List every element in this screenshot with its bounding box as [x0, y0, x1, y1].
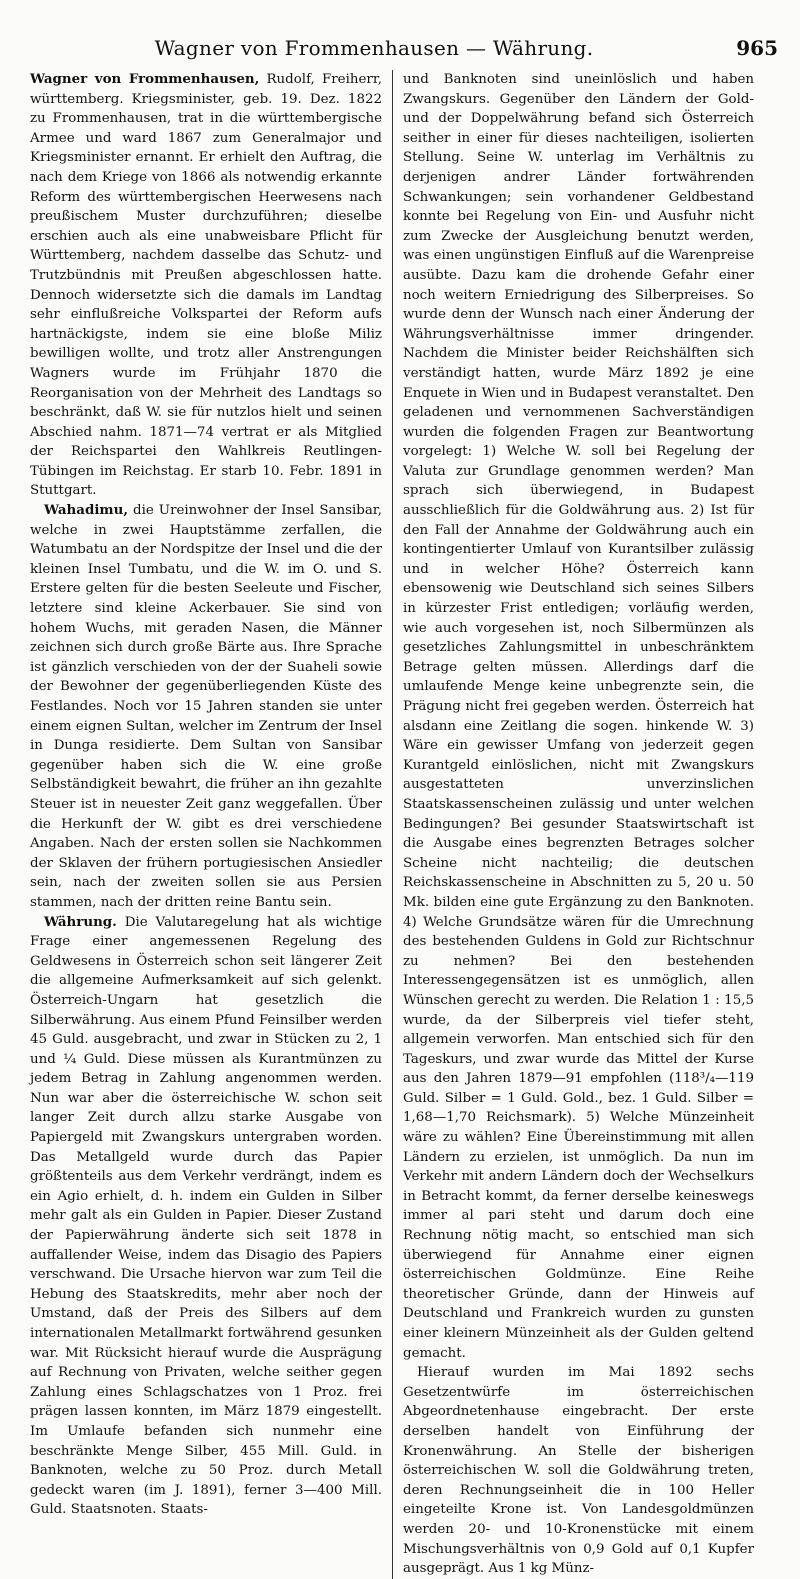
- entry-wagner: [30, 70, 382, 501]
- entry-headword: Wahadimu,: [44, 502, 128, 519]
- entry-text: Rudolf, Freiherr, württemberg. Kriegsminister, geb. 19. Dez. 1822 zu Frommenhausen, trat in die württembergische Armee und ward 1867 zum Generalmajor und Kriegsminister ernannt. Er erhielt den Auftrag, die nach dem Kriege von 1866 als notwendig erkannte Reform des württembergischen Heerwesens nach preußischem Muster durchzuführen; dieselbe erschien auch als eine unabweisbare Pflicht für Württemberg, nachdem dasselbe das Schutz- und Trutzbündnis mit Preußen abgeschlossen hatte. Dennoch widersetzte sich die damals im Landtag sehr einflußreiche Volkspartei der Reform aufs hartnäckigste, indem sie eine bloße Miliz bewilligen wollte, und trotz aller Anstrengungen Wagners wurde im Frühjahr 1870 die Reorganisation von der Mehrheit des Landtags so beschränkt, daß W. sie für nutzlos hielt und seinen Abschied nahm. 1871—74 vertrat er als Mitglied der Reichspartei den Wahlkreis Reutlingen-Tübingen im Reichstag. Er starb 10. Febr. 1891 in Stuttgart.: [30, 72, 383, 499]
- left-column: [30, 70, 392, 1579]
- paragraph-continuation: und Banknoten sind uneinlöslich und haben Zwangskurs. Gegenüber den Ländern der Gold- und der Doppelwährung befand sich Österreich seither in einer für dieses nachteiligen, isolierten Stellung. Seine W. unterlag im Verhältnis zu derjenigen andrer Länder fortwährenden Schwankungen; sein vorhandener Geldbestand konnte bei Regelung von Ein- und Ausfuhr nicht zum Zwecke der Ausgleichung benutzt werden, was einen ungünstigen Einfluß auf die Warenpreise ausübte. Dazu kam die drohende Gefahr einer noch weitern Erniedrigung des Silberpreises. So wurde denn der Wunsch nach einer Änderung der Währungsverhältnisse immer dringender. Nachdem die Minister beider Reichshälften sich verständigt hatten, wurde März 1892 je eine Enquete in Wien und in Budapest veranstaltet. Den geladenen und vernommenen Sachverständigen wurden die folgenden Fragen zur Beantwortung vorgelegt: 1) Welche W. soll bei Regelung der Valuta zur Grundlage genommen werden? Man sprach sich überwiegend, in Budapest ausschließlich für die Goldwährung aus. 2) Ist für den Fall der Annahme der Goldwährung auch ein kontingentierter Umlauf von Kurantsilber zulässig und in welcher Höhe? Österreich kann ebensowenig wie Deutschland sich seines Silbers in kürzester Frist entledigen; vorläufig werden, wie auch vorgesehen ist, noch Silbermünzen als gesetzliches Zahlungsmittel in unbeschränktem Betrage gelten müssen. Allerdings darf die umlaufende Menge keine unbegrenzte sein, die Prägung nicht frei gegeben werden. Österreich hat alsdann eine Zeitlang die sogen. hinkende W. 3) Wäre ein gewisser Umfang von jederzeit gegen Kurantgeld einlöslichen, nicht mit Zwangskurs ausgestatteten unverzinslichen Staatskassenscheinen zulässig und unter welchen Bedingungen? Bei gesunder Staatswirtschaft ist die Ausgabe eines begrenzten Betrages solcher Scheine nicht nachteilig; die deutschen Reichskassenscheine in Abschnitten zu 5, 20 u. 50 Mk. bilden eine gute Ergänzung zu den Banknoten. 4) Welche Grundsätze wären für die Umrechnung des bestehenden Guldens in Gold zur Richtschnur zu nehmen? Bei den bestehenden Interessengegensätzen ist es unmöglich, allen Wünschen gerecht zu werden. Die Relation 1 : 15,5 wurde, da der Silberpreis viel tiefer steht, allgemein verworfen. Man entschied sich für den Tageskurs, und zwar wurde das Mittel der Kurse aus den Jahren 1879—91 empfohlen (118³/₄—119 Guld. Silber = 1 Guld. Gold., bez. 1 Guld. Silber = 1,68—1,70 Reichsmark). 5) Welche Münzeinheit wäre zu wählen? Eine Übereinstimmung mit allen Ländern zu erzielen, ist unmöglich. Da nun im Verkehr mit andern Ländern doch der Wechselkurs in Betracht kommt, da ferner derselbe keineswegs immer al pari steht und darum doch eine Rechnung nötig macht, so entschied man sich überwiegend für Annahme einer eignen österreichischen Goldmünze. Eine Reihe theoretischer Gründe, dann der Hinweis auf Deutschland und Frankreich wurden zu gunsten einer kleinern Münzeinheit als der Gulden geltend gemacht.: [403, 72, 754, 1361]
- text-columns: [30, 70, 778, 1579]
- entry-waehrung: [30, 913, 382, 1520]
- entry-text: die Ureinwohner der Insel Sansibar, welche in zwei Hauptstämme zerfallen, die Watumbatu an der Nordspitze der Insel und die der kleinen Insel Tumbatu, und die W. im O. und S. Erstere gelten für die besten Seeleute und Fischer, letztere sind kleine Ackerbauer. Sie sind von hohem Wuchs, mit geraden Nasen, die Männer zeichnen sich durch große Bärte aus. Ihre Sprache ist gänzlich verschieden von der der Suaheli sowie der Bewohner der gegenüberliegenden Küste des Festlandes. Noch vor 15 Jahren standen sie unter einem eignen Sultan, welcher im Zentrum der Insel in Dunga residierte. Dem Sultan von Sansibar gegenüber haben sich die W. eine große Selbständigkeit bewahrt, die früher an ihn gezahlte Steuer ist in neuester Zeit ganz weggefallen. Über die Herkunft der W. gibt es drei verschiedene Angaben. Nach der ersten sollen sie Nachkommen der Sklaven der frühern portugiesischen Ansiedler sein, nach der zweiten sollen sie aus Persien stammen, nach der dritten reine Bantu sein.: [30, 503, 382, 910]
- entry-wahadimu: [30, 501, 382, 912]
- right-column: [392, 70, 754, 1579]
- paragraph: Hierauf wurden im Mai 1892 sechs Gesetzentwürfe im österreichischen Abgeordnetenhause eingebracht. Der erste derselben handelt von Einführung der Kronenwährung. An Stelle der bisherigen österreichischen W. soll die Goldwährung treten, deren Rechnungseinheit die in 100 Heller eingeteilte Krone ist. Von Landesgoldmünzen werden 20- und 10-Kronenstücke mit einem Mischungsverhältnis von 0,9 Gold auf 0,1 Kupfer ausgeprägt. Aus 1 kg Münz-: [403, 1365, 754, 1577]
- entry-headword: Wagner von Frommenhausen,: [30, 71, 260, 87]
- page-header: [30, 36, 778, 70]
- running-title: Wagner von Frommenhausen — Währung.: [154, 36, 594, 60]
- page-number: 965: [736, 36, 778, 60]
- entry-headword: Währung.: [44, 913, 117, 930]
- entry-text: Die Valutaregelung hat als wichtige Frage einer angemessenen Regelung des Geldwesens in Österreich schon seit längerer Zeit die allgemeine Aufmerksamkeit auf sich gelenkt. Österreich-Ungarn hat gesetzlich die Silberwährung. Aus einem Pfund Feinsilber werden 45 Guld. ausgebracht, und zwar in Stücken zu 2, 1 und ¼ Guld. Diese müssen als Kurantmünzen zu jedem Betrag in Zahlung angenommen werden. Nun war aber die österreichische W. schon seit langer Zeit durch allzu starke Ausgabe von Papiergeld mit Zwangskurs untergraben worden. Das Metallgeld wurde durch das Papier größtenteils aus dem Verkehr verdrängt, indem es ein Agio erhielt, d. h. indem ein Gulden in Silber mehr galt als ein Gulden in Papier. Dieser Zustand der Papierwährung änderte sich seit 1878 in auffallender Weise, indem das Disagio des Papiers verschwand. Die Ursache hiervon war zum Teil die Hebung des Staatskredits, mehr aber noch der Umstand, daß der Preis des Silbers auf dem internationalen Metallmarkt fortwährend gesunken war. Mit Rücksicht hierauf wurde die Ausprägung auf Rechnung von Privaten, welche seither gegen Zahlung eines Schlagschatzes von 1 Proz. frei prägen lassen konnten, im März 1879 eingestellt. Im Umlaufe befanden sich nunmehr eine beschränkte Menge Silber, 455 Mill. Guld. in Banknoten, welche zu 50 Proz. durch Metall gedeckt waren (im J. 1891), ferner 3—400 Mill. Guld. Staatsnoten. Staats-: [30, 914, 382, 1518]
